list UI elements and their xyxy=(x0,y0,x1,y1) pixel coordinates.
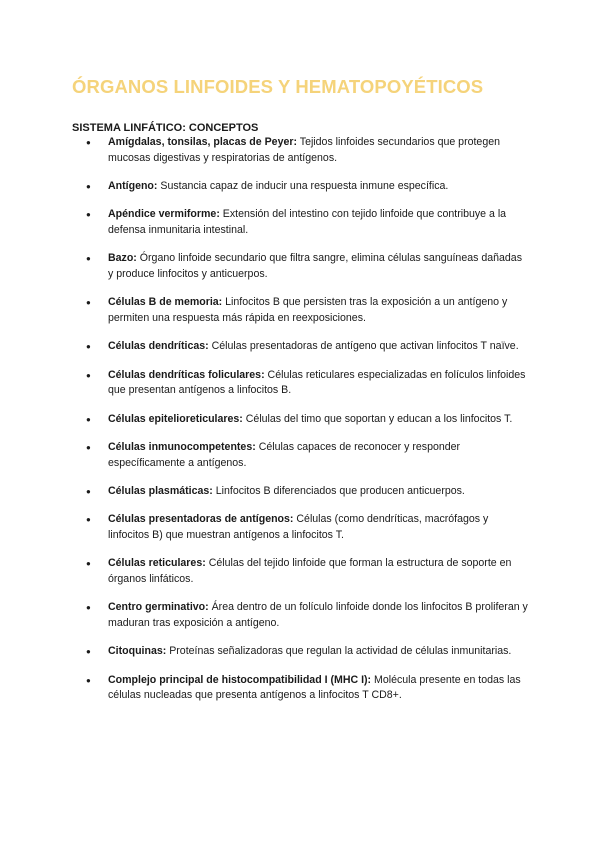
list-item xyxy=(108,339,528,355)
definition: Molécula presente en todas las células nucleadas que presenta antígenos a linfocitos T CD8+. xyxy=(108,673,521,702)
term: Células reticulares: xyxy=(108,557,206,570)
term: Complejo principal de histocompatibilidad I (MHC I): xyxy=(108,673,372,686)
list-item xyxy=(108,644,528,660)
term: Centro germinativo: xyxy=(108,601,209,614)
term: Células inmunocompetentes: xyxy=(108,441,256,454)
list-item xyxy=(108,484,528,500)
definition: Células capaces de reconocer y responder específicamente a antígenos. xyxy=(108,441,461,469)
definition: Tejidos linfoides secundarios que protegen mucosas digestivas y respiratorias de antígenos. xyxy=(108,136,501,164)
definition: Linfocitos B que persisten tras la exposición a un antígeno y permiten una respuesta más rápida en reexposiciones. xyxy=(108,296,508,324)
term: Bazo: xyxy=(108,252,137,265)
list-item xyxy=(108,207,528,238)
definition: Células (como dendríticas, macrófagos y linfocitos B) que muestran antígenos a linfocitos T. xyxy=(108,513,489,542)
term: Células dendríticas foliculares: xyxy=(108,368,265,381)
definition: Extensión del intestino con tejido linfoide que contribuye a la defensa inmunitaria intestinal. xyxy=(108,208,507,236)
list-item xyxy=(108,135,528,166)
list-item xyxy=(108,556,528,587)
list-item xyxy=(108,368,528,399)
definition: Células del timo que soportan y educan a los linfocitos T. xyxy=(242,412,513,425)
definition: Órgano linfoide secundario que filtra sangre, elimina células sanguíneas dañadas y produce linfocitos y anticuerpos. xyxy=(108,252,522,280)
term: Apéndice vermiforme: xyxy=(108,208,220,221)
definition: Células del tejido linfoide que forman la estructura de soporte en órganos linfáticos. xyxy=(108,557,512,586)
definition: Proteínas señalizadoras que regulan la actividad de células inmunitarias. xyxy=(166,645,512,658)
term: Células epitelioreticulares: xyxy=(108,412,243,425)
definition: Células presentadoras de antígeno que activan linfocitos T naïve. xyxy=(208,340,519,353)
list-item xyxy=(108,412,528,428)
definition-list xyxy=(108,135,528,717)
section-heading: SISTEMA LINFÁTICO: CONCEPTOS xyxy=(72,122,259,134)
definition: Área dentro de un folículo linfoide donde los linfocitos B proliferan y maduran tras exposición a antígeno. xyxy=(108,601,528,630)
list-item xyxy=(108,673,528,704)
list-item xyxy=(108,295,528,326)
definition: Linfocitos B diferenciados que producen anticuerpos. xyxy=(212,485,465,498)
term: Amígdalas, tonsilas, placas de Peyer: xyxy=(108,136,298,148)
document-title: ÓRGANOS LINFOIDES Y HEMATOPOYÉTICOS xyxy=(72,76,484,97)
term: Células B de memoria: xyxy=(108,296,223,309)
list-item xyxy=(108,179,528,195)
term: Células dendríticas: xyxy=(108,340,209,353)
term: Antígeno: xyxy=(108,179,158,192)
list-item xyxy=(108,600,528,631)
list-item xyxy=(108,251,528,282)
list-item xyxy=(108,512,528,543)
definition: Sustancia capaz de inducir una respuesta inmune específica. xyxy=(157,179,449,192)
definition: Células reticulares especializadas en folículos linfoides que presentan antígenos a linfocitos B. xyxy=(108,368,526,397)
term: Células presentadoras de antígenos: xyxy=(108,513,294,526)
list-item xyxy=(108,440,528,471)
term: Células plasmáticas: xyxy=(108,485,213,498)
term: Citoquinas: xyxy=(108,645,167,658)
